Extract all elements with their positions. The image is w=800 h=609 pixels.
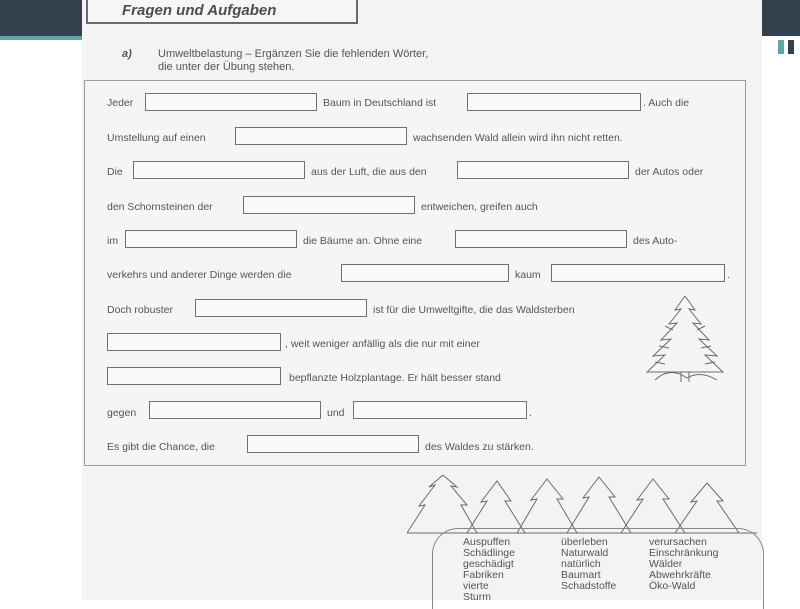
task-label: a) bbox=[122, 48, 132, 60]
exercise-text: entweichen, greifen auch bbox=[421, 201, 538, 213]
page-title: Fragen und Aufgaben bbox=[122, 2, 277, 19]
exercise-text: aus der Luft, die aus den bbox=[311, 166, 427, 178]
exercise-text: . Auch die bbox=[643, 97, 690, 109]
answer-blank[interactable] bbox=[243, 196, 415, 214]
exercise-text: kaum bbox=[515, 269, 541, 281]
instruction-line: die unter der Übung stehen. bbox=[158, 61, 295, 73]
exercise-text: des Auto- bbox=[633, 235, 678, 247]
exercise-text: gegen bbox=[107, 407, 137, 419]
exercise-text: und bbox=[327, 407, 345, 419]
exercise-text: Doch robuster bbox=[107, 304, 173, 316]
exercise-text: wachsenden Wald allein wird ihn nicht retten. bbox=[413, 132, 623, 144]
word-column bbox=[649, 537, 718, 592]
word-item: Öko-Wald bbox=[649, 580, 696, 592]
answer-blank[interactable] bbox=[145, 93, 317, 111]
word-item: Wälder bbox=[649, 558, 683, 570]
slide-corner-right bbox=[760, 0, 800, 36]
exercise-text: Es gibt die Chance, die bbox=[107, 441, 215, 453]
exercise-text: Umstellung auf einen bbox=[107, 132, 206, 144]
word-item: überleben bbox=[561, 536, 608, 548]
word-item: vierte bbox=[463, 580, 489, 592]
answer-blank[interactable] bbox=[149, 401, 321, 419]
worksheet bbox=[82, 0, 762, 603]
answer-blank[interactable] bbox=[125, 230, 297, 248]
exercise-text: . bbox=[727, 269, 730, 281]
exercise-text: im bbox=[107, 235, 119, 247]
answer-blank[interactable] bbox=[467, 93, 641, 111]
word-item: natürlich bbox=[561, 558, 601, 570]
accent-bar bbox=[778, 40, 784, 54]
exercise-text: , weit weniger anfällig als die nur mit einer bbox=[285, 338, 480, 350]
exercise-text: Baum in Deutschland ist bbox=[323, 97, 437, 109]
slide-corner-left bbox=[0, 0, 82, 36]
exercise-text: die Bäume an. Ohne eine bbox=[303, 235, 423, 247]
exercise-text: . bbox=[529, 407, 532, 419]
word-item: Schadstoffe bbox=[561, 580, 617, 592]
word-item: verursachen bbox=[649, 536, 707, 548]
word-item: Baumart bbox=[561, 569, 601, 581]
answer-blank[interactable] bbox=[195, 299, 367, 317]
answer-blank[interactable] bbox=[133, 161, 305, 179]
instruction-line: Umweltbelastung – Ergänzen Sie die fehlenden Wörter, bbox=[158, 48, 429, 60]
word-item: Schädlinge bbox=[463, 547, 515, 559]
word-item: Naturwald bbox=[561, 547, 609, 559]
answer-blank[interactable] bbox=[107, 367, 281, 385]
exercise-text: des Waldes zu stärken. bbox=[425, 441, 534, 453]
answer-blank[interactable] bbox=[341, 264, 509, 282]
exercise-text: bepflanzte Holzplantage. Er hält besser stand bbox=[289, 372, 501, 384]
exercise-text: ist für die Umweltgifte, die das Waldsterben bbox=[373, 304, 575, 316]
answer-blank[interactable] bbox=[457, 161, 629, 179]
exercise-text: Die bbox=[107, 166, 123, 178]
answer-blank[interactable] bbox=[247, 435, 419, 453]
fir-tree-icon bbox=[625, 296, 745, 382]
forest-icon bbox=[407, 475, 757, 535]
exercise-text: verkehrs und anderer Dinge werden die bbox=[107, 269, 292, 281]
word-item: Abwehrkräfte bbox=[649, 569, 711, 581]
header-box bbox=[86, 0, 358, 24]
answer-blank[interactable] bbox=[107, 333, 281, 351]
task-instructions bbox=[158, 48, 428, 74]
answer-blank[interactable] bbox=[353, 401, 527, 419]
word-item: Sturm bbox=[463, 591, 492, 603]
accent-bar bbox=[788, 40, 794, 54]
answer-blank[interactable] bbox=[235, 127, 407, 145]
exercise-text: den Schornsteinen der bbox=[107, 201, 213, 213]
word-column bbox=[561, 537, 616, 592]
word-bank bbox=[432, 528, 764, 609]
exercise-text: der Autos oder bbox=[635, 166, 704, 178]
accent-stripe bbox=[0, 36, 82, 40]
word-item: Einschränkung bbox=[649, 547, 719, 559]
word-item: geschädigt bbox=[463, 558, 514, 570]
word-item: Fabriken bbox=[463, 569, 504, 581]
word-column bbox=[463, 537, 515, 603]
word-item: Auspuffen bbox=[463, 536, 511, 548]
answer-blank[interactable] bbox=[551, 264, 725, 282]
exercise-text: Jeder bbox=[107, 97, 134, 109]
answer-blank[interactable] bbox=[455, 230, 627, 248]
exercise-frame bbox=[84, 80, 746, 466]
